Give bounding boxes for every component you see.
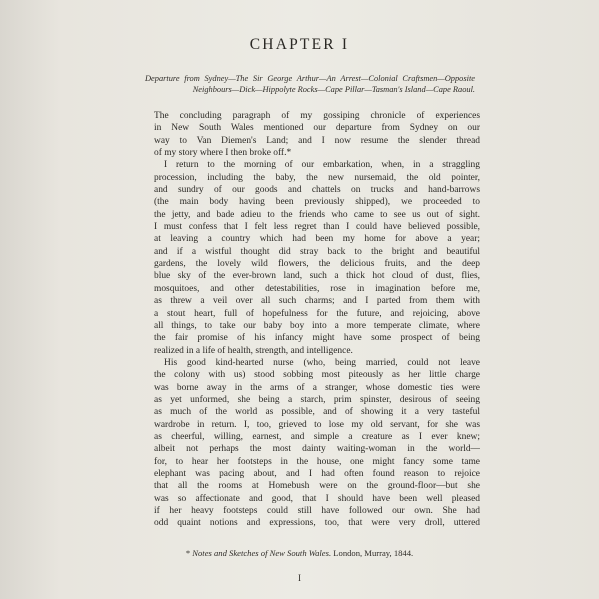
chapter-title: CHAPTER I: [249, 36, 350, 53]
body-line: as yet unformed, she being a starch, prim spinster, desirous of seeing: [154, 394, 480, 405]
body-line: was so affectionate and good, that I should have been well pleased: [154, 493, 480, 504]
body-line: albeit not perhaps the most dainty waiting-woman in the world—: [154, 444, 480, 455]
body-line: procession, including the baby, the new nursemaid, the old pointer,: [154, 172, 480, 183]
body-line: of my story where I then broke off.*: [154, 148, 292, 159]
body-line: the fair promise of his infancy might have some prospect of being: [154, 333, 480, 344]
page-number: I: [298, 573, 301, 583]
footnote-marker: *: [185, 548, 191, 558]
body-line: the colony with us) stood sobbing most piteously as her little charge: [154, 370, 480, 381]
footnote: [0, 548, 599, 558]
body-line: in New South Wales mentioned our departure from Sydney on our: [154, 123, 480, 134]
body-line: The concluding paragraph of my gossiping chronicle of experiences: [154, 111, 480, 121]
body-text: [154, 110, 480, 530]
body-line: was borne away in the arms of a stranger, whose domestic ties were: [154, 382, 480, 393]
body-line: I must confess that I felt less regret than I could have believed possible,: [154, 222, 480, 233]
body-line: at leaving a country which had been my home for above a year;: [154, 234, 480, 245]
chapter-summary-line-1: Departure from Sydney—The Sir George Arthur—An Arrest—Colonial Craftsmen—Opposite: [145, 74, 475, 83]
body-line: the jetty, and bade adieu to the friends who came to see us out of sight.: [154, 209, 480, 220]
body-line: and if a wistful thought did stray back to the bright and beautiful: [154, 246, 480, 257]
body-line: as cheerful, willing, earnest, and simple a creature as I ever knew;: [154, 431, 480, 442]
body-line: wardrobe in return. I, too, grieved to lose my old servant, for she was: [154, 419, 480, 430]
body-line: a stout heart, full of hopefulness for the future, and rejoicing, above: [154, 308, 480, 319]
chapter-summary: [145, 73, 475, 95]
body-line: (the main body having been previously shipped), we proceeded to: [154, 197, 480, 208]
body-line: all things, to take our baby boy into a more temperate climate, where: [154, 320, 480, 331]
body-line: as threw a veil over all such charms; and I parted from them with: [154, 296, 480, 307]
chapter-summary-line-2: Neighbours—Dick—Hippolyte Rocks—Cape Pillar—Tasman's Island—Cape Raoul.: [192, 85, 475, 95]
body-line: for, to hear her footsteps in the house, one might fancy some tame: [154, 456, 480, 467]
footnote-publisher: London, Murray, 1844.: [333, 548, 414, 558]
body-line: way to Van Diemen's Land; and I now resume the slender thread: [154, 135, 480, 146]
body-line: odd quaint notions and expressions, too, that were very droll, uttered: [154, 518, 480, 529]
body-line: if her heavy footsteps could still have followed our own. She had: [154, 506, 480, 516]
body-line: realized in a life of health, strength, and intelligence.: [154, 345, 353, 356]
body-line: I return to the morning of our embarkation, when, in a straggling: [164, 160, 480, 171]
body-line: elephant was pacing about, and I had often found reason to rejoice: [154, 468, 480, 479]
footnote-title: Notes and Sketches of New South Wales.: [192, 548, 332, 558]
body-line: that all the rooms at Homebush were on the ground-floor—but she: [154, 481, 480, 492]
body-line: mosquitoes, and other detestabilities, rose in imagination before me,: [154, 283, 480, 294]
body-line: gardens, the lovely wild flowers, the delicious fruits, and the deep: [154, 259, 480, 270]
body-line: and sundry of our goods and chattels on trucks and hand-barrows: [154, 185, 480, 196]
body-line: His good kind-hearted nurse (who, being married, could not leave: [164, 357, 480, 368]
body-line: blue sky of the ever-brown land, such a thick hot cloud of dust, flies,: [154, 271, 480, 282]
body-line: as much of the world as possible, and of showing it a very tasteful: [154, 407, 480, 418]
